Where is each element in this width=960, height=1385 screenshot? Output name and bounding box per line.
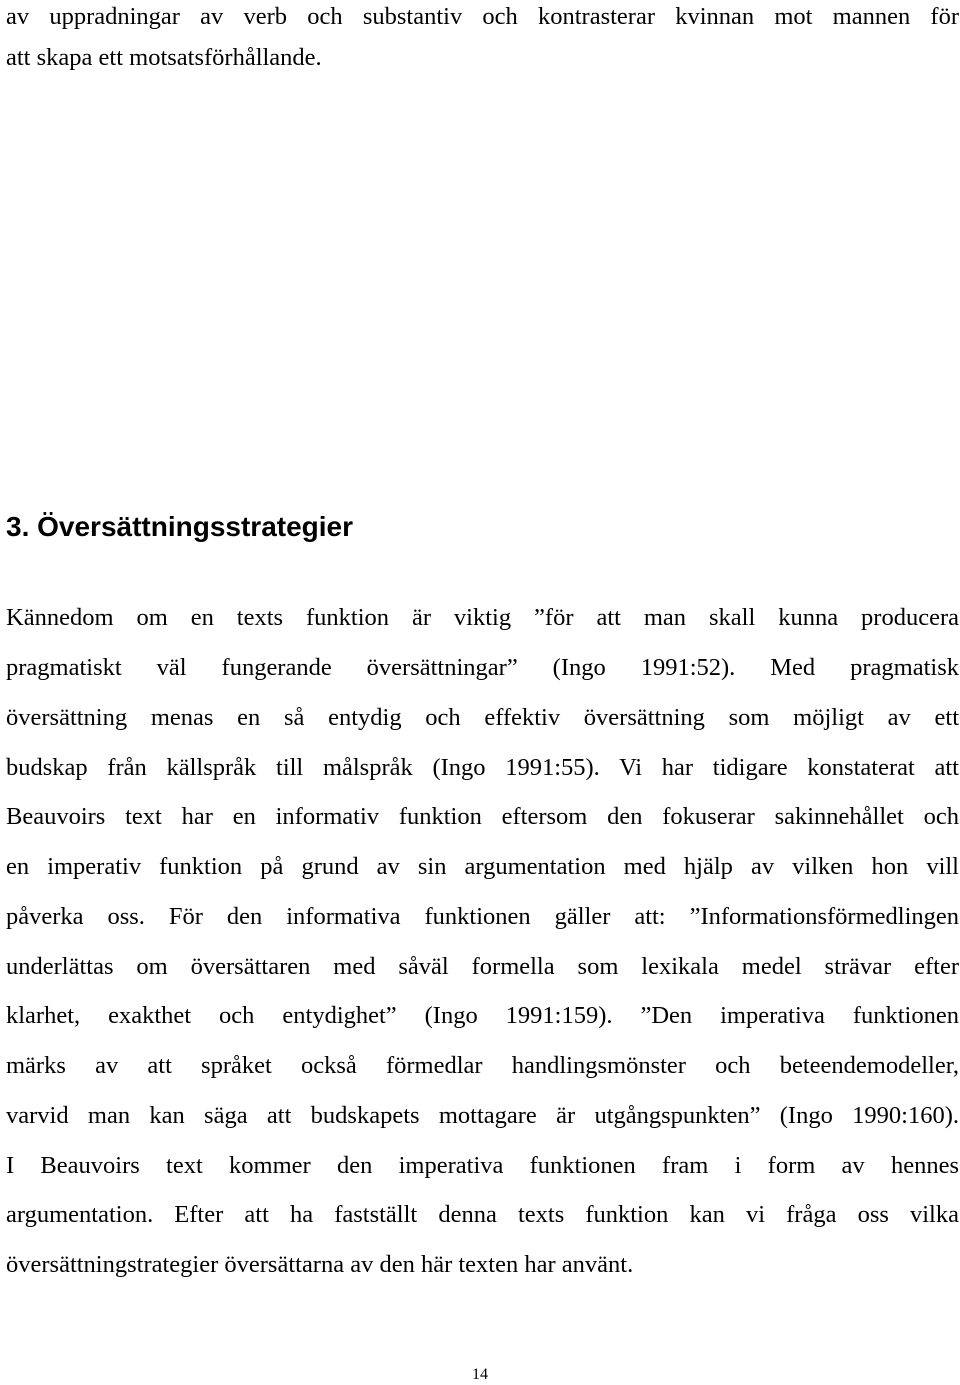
page-number: 14 [472, 1366, 488, 1383]
paragraph-line: I Beauvoirs text kommer den imperativa funktionen fram i form av hennes [6, 1152, 959, 1179]
section-heading: 3. Översättningsstrategier [6, 511, 354, 542]
intro-line: att skapa ett motsatsförhållande. [6, 44, 322, 71]
paragraph-line: Kännedom om en texts funktion är viktig ”för att man skall kunna producera [6, 604, 959, 631]
paragraph-line: argumentation. Efter att ha fastställt denna texts funktion kan vi fråga oss vilka [6, 1201, 959, 1228]
paragraph-line: Beauvoirs text har en informativ funktion eftersom den fokuserar sakinnehållet och [6, 803, 959, 830]
paragraph-line: klarhet, exakthet och entydighet” (Ingo 1991:159). ”Den imperativa funktionen [6, 1002, 959, 1029]
paragraph-line: underlättas om översättaren med såväl formella som lexikala medel strävar efter [6, 953, 959, 980]
paragraph-line: pragmatiskt väl fungerande översättningar” (Ingo 1991:52). Med pragmatisk [6, 654, 959, 681]
intro-line: av uppradningar av verb och substantiv och kontrasterar kvinnan mot mannen för [6, 3, 959, 30]
paragraph-line: översättning menas en så entydig och effektiv översättning som möjligt av ett [6, 704, 959, 731]
paragraph-line: budskap från källspråk till målspråk (Ingo 1991:55). Vi har tidigare konstaterat att [6, 754, 959, 781]
paragraph-line: påverka oss. För den informativa funktionen gäller att: ”Informationsförmedlingen [6, 903, 959, 930]
paragraph-line: översättningstrategier översättarna av den här texten har använt. [6, 1251, 634, 1278]
paragraph-line: en imperativ funktion på grund av sin argumentation med hjälp av vilken hon vill [6, 853, 959, 880]
paragraph-line: märks av att språket också förmedlar handlingsmönster och beteendemodeller, [6, 1052, 959, 1079]
paragraph-line: varvid man kan säga att budskapets mottagare är utgångspunkten” (Ingo 1990:160). [6, 1102, 959, 1129]
